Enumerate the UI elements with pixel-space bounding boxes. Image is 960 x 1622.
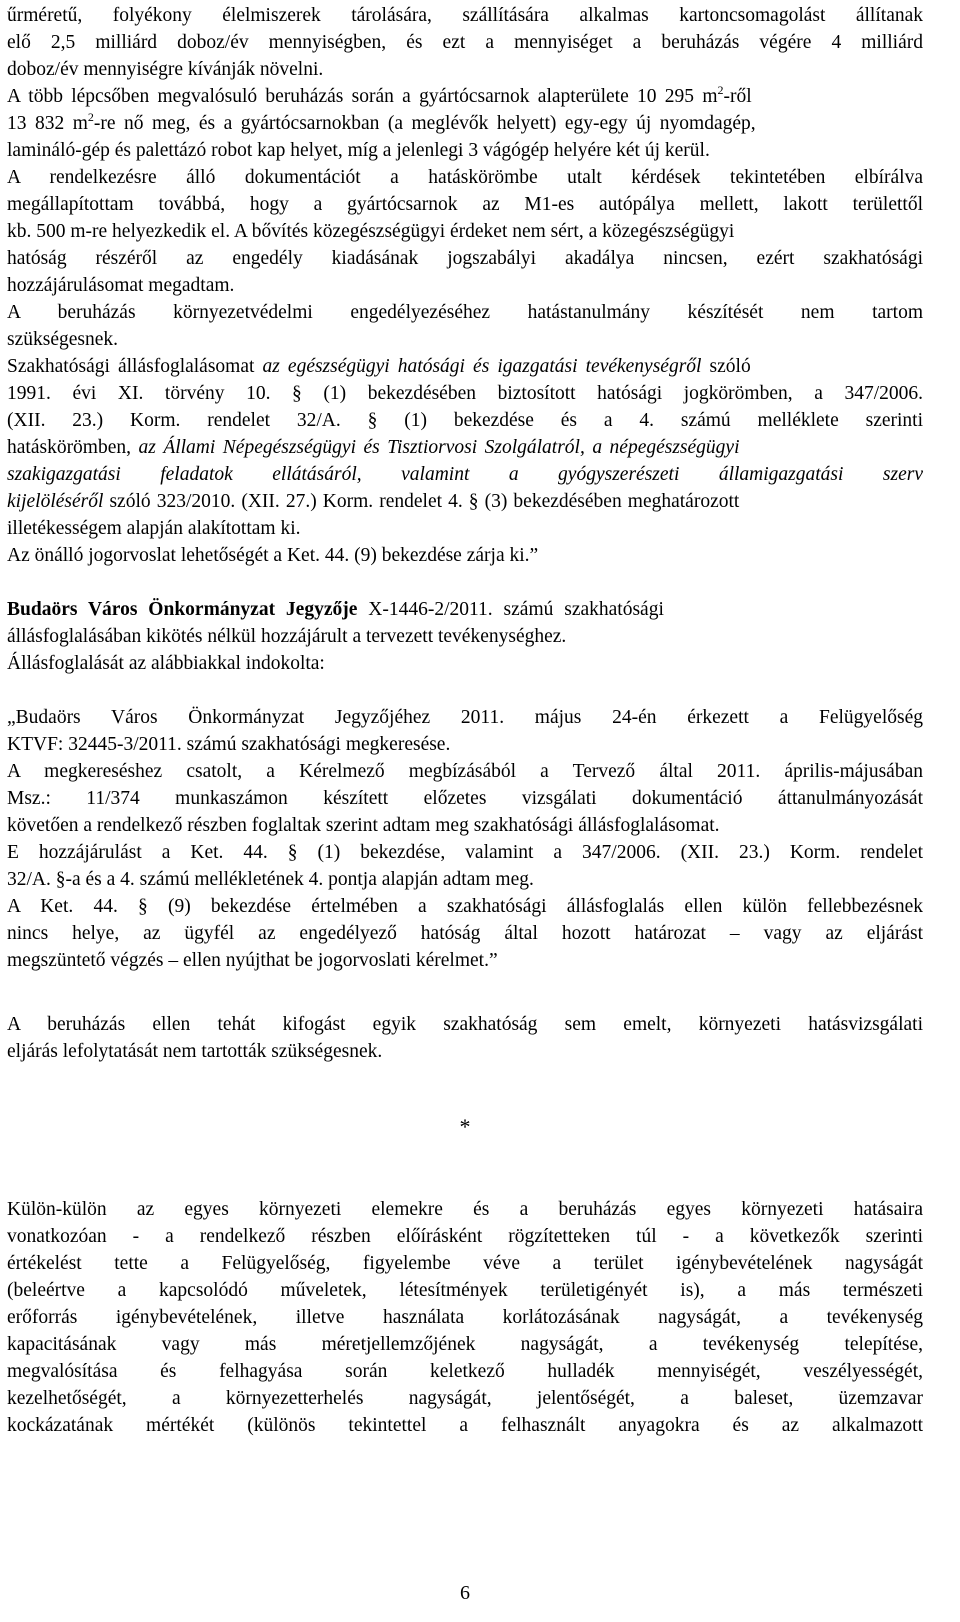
text-line: állásfoglalásában kikötés nélkül hozzájárult a tervezett tevékenységhez. [7, 626, 567, 647]
text-line: KTVF: 32445-3/2011. számú szakhatósági megkeresése. [7, 734, 451, 755]
text-line: A megkereséshez csatolt, a Kérelmező megbízásából a Tervező által 2011. április-májusában [7, 761, 923, 782]
text-line: kb. 500 m-re helyezkedik el. A bővítés közegészségügyi érdeket nem sért, a közegészségügyi [7, 221, 735, 242]
text-line: vonatkozóan - a rendelkező részben előírásként rögzítetteken túl - a következők szerinti [7, 1226, 923, 1247]
text-line: megszüntető végzés – ellen nyújthat be jogorvoslati kérelmet.” [7, 950, 498, 971]
text-line: hatóság részéről az engedély kiadásának jogszabályi akadálya nincsen, ezért szakhatósági [7, 248, 923, 269]
text-line: űrméretű, folyékony élelmiszerek tárolására, szállítására alkalmas kartoncsomagolást állítanak [7, 5, 923, 26]
text-line: Állásfoglalását az alábbiakkal indokolta: [7, 653, 325, 674]
text-line [404, 56, 924, 83]
text-line: megállapítottam továbbá, hogy a gyártócsarnok az M1-es autópálya mellett, lakott területtől [7, 194, 923, 215]
text-line: „Budaörs Város Önkormányzat Jegyzőjéhez 2011. május 24-én érkezett a Felügyelőség [7, 707, 923, 728]
text-line: kockázatának mértékét (különös tekintettel a felhasznált anyagokra és az alkalmazott [7, 1415, 923, 1436]
text-line: (beleértve a kapcsolódó műveletek, létesítmények területigényét is), a más természeti [7, 1280, 923, 1301]
text-line: kezelhetőségét, a környezetterhelés nagyságát, jelentőségét, a baleset, üzemzavar [7, 1388, 923, 1409]
superscript: 2 [717, 82, 724, 97]
text-line: eljárás lefolytatását nem tartották szükségesnek. [7, 1041, 383, 1062]
text-line: hatáskörömben, az Állami Népegészségügyi és Tisztiorvosi Szolgálatról, a népegészségügyi [7, 437, 740, 458]
text-line: nincs helye, az ügyfél az engedélyező hatóság által hozott határozat – vagy az eljárást [7, 923, 923, 944]
text-line: A beruházás környezetvédelmi engedélyezéséhez hatástanulmány készítését nem tartom [7, 302, 923, 323]
text-line: megvalósítása és felhagyása során keletkező hulladék mennyiségét, veszélyességét, [7, 1361, 923, 1382]
text-line: elő 2,5 milliárd doboz/év mennyiségben, és ezt a mennyiséget a beruházás végére 4 milliárd [7, 32, 923, 53]
text-line: szakigazgatási feladatok ellátásáról, valamint a gyógyszerészeti államigazgatási szerv [7, 464, 923, 485]
text-line: 13 832 $m^2-re$ nő meg, és a gyártócsarnokban (a meglévők helyett) egy-egy új nyomdagép, [7, 109, 756, 134]
text-line: A több lépcsőben megvalósuló beruházás során a gyártócsarnok alapterülete 10 295 $m^2$-ről [7, 82, 752, 107]
superscript: 2 [87, 109, 94, 124]
text-line: Budaörs Város Önkormányzat Jegyzője X-1446-2/2011. számú szakhatósági [7, 599, 664, 620]
text-line: erőforrás igénybevételének, illetve használata korlátozásának nagyságát, a tevékenység [7, 1307, 923, 1328]
section-separator: * [459, 1114, 471, 1139]
text-line: E hozzájárulást a Ket. 44. § (1) bekezdése, valamint a 347/2006. (XII. 23.) Korm. rendelet [7, 842, 923, 863]
text-line: Az önálló jogorvoslat lehetőségét a Ket. 44. (9) bekezdése zárja ki.” [7, 545, 539, 566]
text-line: követően a rendelkező részben foglaltak szerint adtam meg szakhatósági állásfoglalásomat. [7, 815, 720, 836]
text-line: doboz/év mennyiségre kívánják növelni. [7, 59, 324, 80]
text-line: lamináló-gép és palettázó robot kap helyet, míg a jelenlegi 3 vágógép helyére két új kerül. [7, 140, 710, 161]
text-line: (XII. 23.) Korm. rendelet 32/A. § (1) bekezdése és a 4. számú melléklete szerinti [7, 410, 923, 431]
text-line: szükségesnek. [7, 329, 119, 350]
text-line: 1991. évi XI. törvény 10. § (1) bekezdésében biztosított hatósági jogkörömben, a 347/2006. [7, 383, 923, 404]
text-line: kijelöléséről szóló 323/2010. (XII. 27.) Korm. rendelet 4. § (3) bekezdésében meghatározott [7, 491, 740, 512]
text-line: A beruházás ellen tehát kifogást egyik szakhatóság sem emelt, környezeti hatásvizsgálati [7, 1014, 923, 1035]
text-line: Szakhatósági állásfoglalásomat az egészségügyi hatósági és igazgatási tevékenységről szóló [7, 356, 751, 377]
text-line: illetékességem alapján alakítottam ki. [7, 518, 301, 539]
text-line: Külön-külön az egyes környezeti elemekre és a beruházás egyes környezeti hatásaira [7, 1199, 923, 1220]
text-line: hozzájárulásomat megadtam. [7, 275, 235, 296]
text-line: Msz.: 11/374 munkaszámon készített előzetes vizsgálati dokumentáció áttanulmányozását [7, 788, 923, 809]
text-line: 32/A. §-a és a 4. számú mellékletének 4. pontja alapján adtam meg. [7, 869, 534, 890]
text-line: A Ket. 44. § (9) bekezdése értelmében a szakhatósági állásfoglalás ellen külön fellebbezésnek [7, 896, 923, 917]
text-line: A rendelkezésre álló dokumentációt a hatáskörömbe utalt kérdések tekintetében elbírálva [7, 167, 923, 188]
page-number: 6 [460, 1582, 470, 1604]
text-line: értékelést tette a Felügyelőség, figyelembe véve a terület igénybevételének nagyságát [7, 1253, 923, 1274]
text-line: kapacitásának vagy más méretjellemzőjének nagyságát, a tevékenység telepítése, [7, 1334, 923, 1355]
